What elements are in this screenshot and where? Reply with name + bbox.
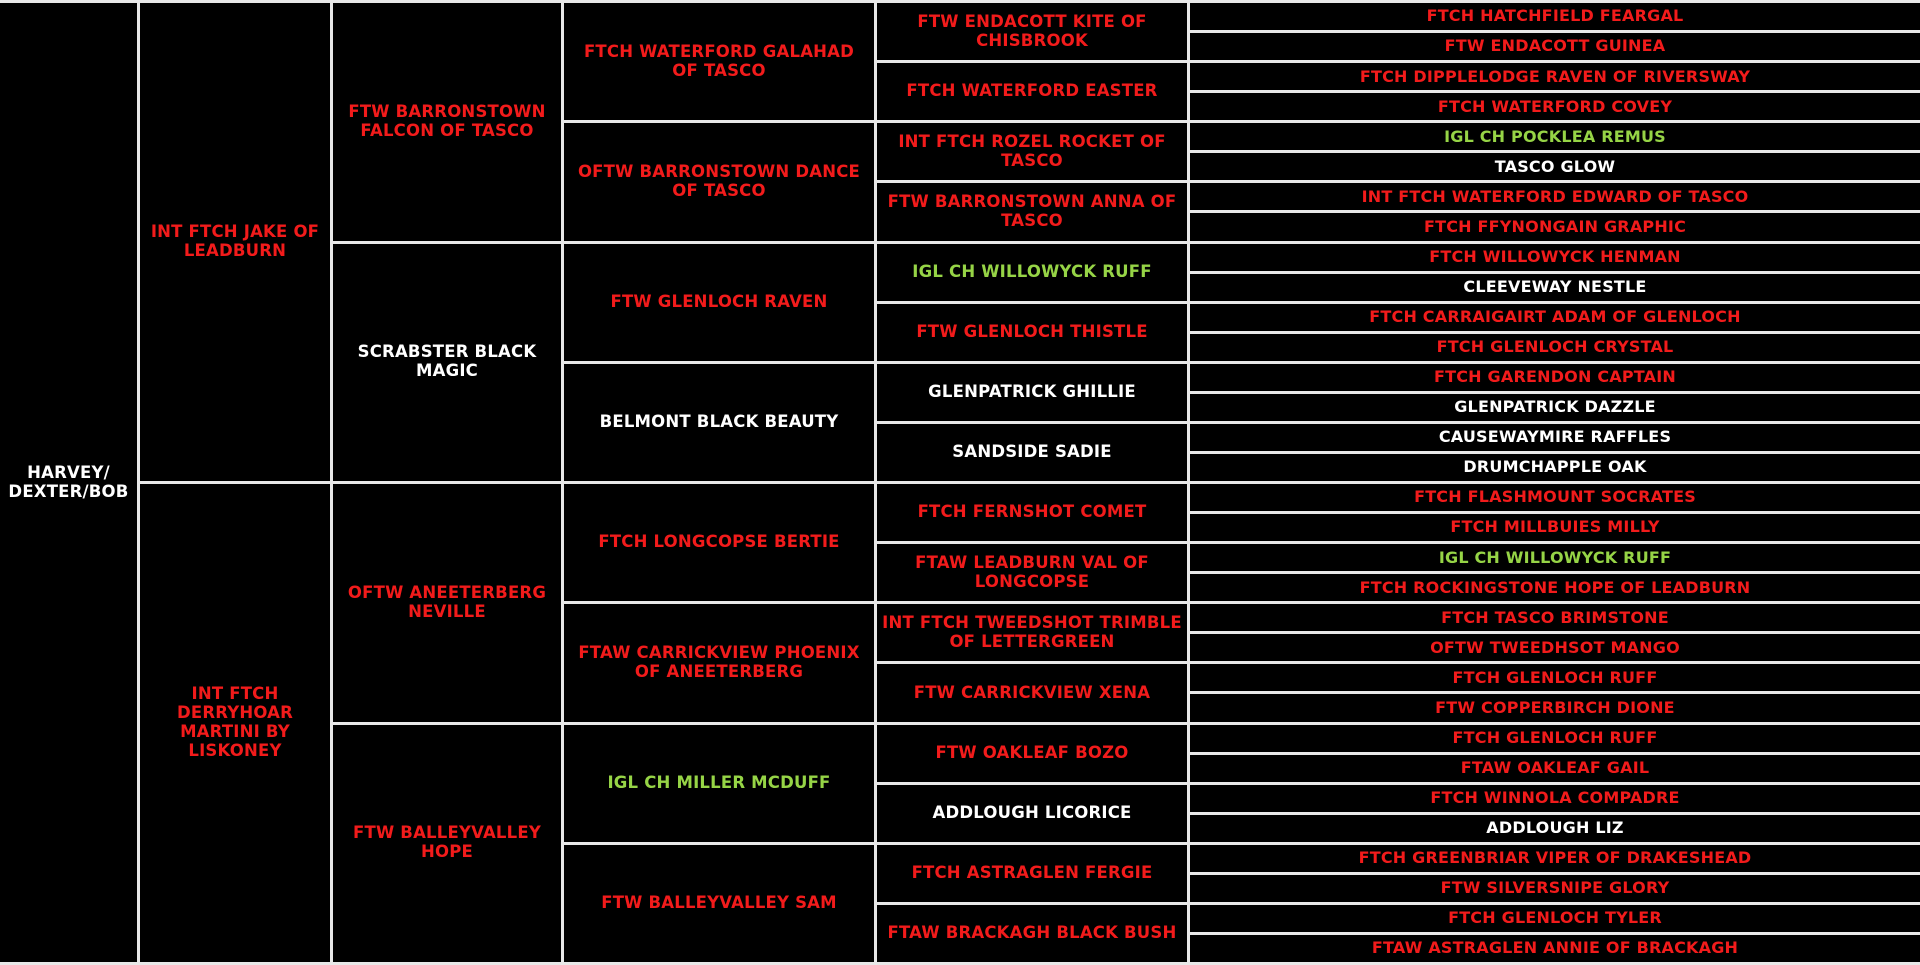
pedigree-cell[interactable]: IGL CH WILLOWYCK RUFF — [877, 244, 1187, 304]
pedigree-cell[interactable]: ADDLOUGH LICORICE — [877, 785, 1187, 845]
pedigree-cell[interactable]: SANDSIDE SADIE — [877, 424, 1187, 484]
pedigree-cell[interactable]: FTCH CARRAIGAIRT ADAM OF GLENLOCH — [1190, 304, 1920, 334]
pedigree-cell[interactable]: FTCH TASCO BRIMSTONE — [1190, 604, 1920, 634]
pedigree-cell[interactable]: IGL CH POCKLEA REMUS — [1190, 123, 1920, 153]
pedigree-cell[interactable]: ADDLOUGH LIZ — [1190, 815, 1920, 845]
pedigree-cell[interactable]: CLEEVEWAY NESTLE — [1190, 274, 1920, 304]
pedigree-cell[interactable]: FTCH WINNOLA COMPADRE — [1190, 785, 1920, 815]
pedigree-cell[interactable]: FTCH GLENLOCH TYLER — [1190, 905, 1920, 935]
generation-column-5 — [877, 0, 1190, 965]
pedigree-cell[interactable]: OFTW ANEETERBERG NEVILLE — [333, 484, 561, 725]
pedigree-cell[interactable]: BELMONT BLACK BEAUTY — [564, 364, 874, 484]
pedigree-cell[interactable]: FTW SILVERSNIPE GLORY — [1190, 875, 1920, 905]
pedigree-cell[interactable]: FTW BARRONSTOWN ANNA OF TASCO — [877, 183, 1187, 243]
pedigree-cell[interactable]: FTCH GLENLOCH RUFF — [1190, 664, 1920, 694]
pedigree-cell[interactable]: FTAW CARRICKVIEW PHOENIX OF ANEETERBERG — [564, 604, 874, 724]
pedigree-cell[interactable]: TASCO GLOW — [1190, 153, 1920, 183]
pedigree-cell[interactable]: FTCH DIPPLELODGE RAVEN OF RIVERSWAY — [1190, 63, 1920, 93]
pedigree-cell[interactable]: OFTW TWEEDHSOT MANGO — [1190, 634, 1920, 664]
pedigree-cell[interactable]: INT FTCH ROZEL ROCKET OF TASCO — [877, 123, 1187, 183]
pedigree-cell[interactable]: FTCH GLENLOCH RUFF — [1190, 725, 1920, 755]
pedigree-cell[interactable]: FTCH WATERFORD EASTER — [877, 63, 1187, 123]
pedigree-cell[interactable]: FTW GLENLOCH THISTLE — [877, 304, 1187, 364]
pedigree-cell[interactable]: GLENPATRICK GHILLIE — [877, 364, 1187, 424]
pedigree-cell[interactable]: SCRABSTER BLACK MAGIC — [333, 244, 561, 485]
pedigree-cell[interactable]: OFTW BARRONSTOWN DANCE OF TASCO — [564, 123, 874, 243]
pedigree-cell[interactable]: FTCH WILLOWYCK HENMAN — [1190, 244, 1920, 274]
pedigree-cell[interactable]: INT FTCH JAKE OF LEADBURN — [140, 0, 330, 484]
pedigree-cell[interactable]: FTCH WATERFORD GALAHAD OF TASCO — [564, 0, 874, 123]
pedigree-cell[interactable]: FTW ENDACOTT KITE OF CHISBROOK — [877, 0, 1187, 63]
pedigree-cell[interactable]: FTCH LONGCOPSE BERTIE — [564, 484, 874, 604]
pedigree-cell[interactable]: IGL CH MILLER MCDUFF — [564, 725, 874, 845]
pedigree-cell[interactable]: FTCH GARENDON CAPTAIN — [1190, 364, 1920, 394]
generation-column-1 — [0, 0, 140, 965]
pedigree-cell[interactable]: INT FTCH TWEEDSHOT TRIMBLE OF LETTERGREEN — [877, 604, 1187, 664]
generation-column-4 — [564, 0, 877, 965]
pedigree-cell[interactable]: FTCH GREENBRIAR VIPER OF DRAKESHEAD — [1190, 845, 1920, 875]
pedigree-cell[interactable]: FTCH GLENLOCH CRYSTAL — [1190, 334, 1920, 364]
pedigree-cell[interactable]: FTW BALLEYVALLEY HOPE — [333, 725, 561, 965]
pedigree-cell[interactable]: FTCH HATCHFIELD FEARGAL — [1190, 0, 1920, 33]
pedigree-cell[interactable]: FTAW OAKLEAF GAIL — [1190, 755, 1920, 785]
pedigree-cell[interactable]: FTW GLENLOCH RAVEN — [564, 244, 874, 364]
pedigree-cell[interactable]: FTW BARRONSTOWN FALCON OF TASCO — [333, 0, 561, 244]
pedigree-cell[interactable]: CAUSEWAYMIRE RAFFLES — [1190, 424, 1920, 454]
generation-column-3 — [333, 0, 564, 965]
pedigree-cell[interactable]: FTCH FLASHMOUNT SOCRATES — [1190, 484, 1920, 514]
pedigree-cell[interactable]: INT FTCH DERRYHOAR MARTINI BY LISKONEY — [140, 484, 330, 965]
pedigree-cell[interactable]: FTCH MILLBUIES MILLY — [1190, 514, 1920, 544]
pedigree-cell[interactable]: FTCH ASTRAGLEN FERGIE — [877, 845, 1187, 905]
pedigree-cell[interactable]: FTCH FFYNONGAIN GRAPHIC — [1190, 213, 1920, 243]
pedigree-cell[interactable]: FTAW LEADBURN VAL OF LONGCOPSE — [877, 544, 1187, 604]
pedigree-cell[interactable]: DRUMCHAPPLE OAK — [1190, 454, 1920, 484]
generation-column-2 — [140, 0, 333, 965]
pedigree-cell[interactable]: FTW BALLEYVALLEY SAM — [564, 845, 874, 965]
pedigree-cell[interactable]: IGL CH WILLOWYCK RUFF — [1190, 544, 1920, 574]
pedigree-cell[interactable]: FTW OAKLEAF BOZO — [877, 725, 1187, 785]
generation-column-6 — [1190, 0, 1920, 965]
pedigree-cell[interactable]: FTAW BRACKAGH BLACK BUSH — [877, 905, 1187, 965]
pedigree-cell[interactable]: GLENPATRICK DAZZLE — [1190, 394, 1920, 424]
pedigree-cell[interactable]: FTAW ASTRAGLEN ANNIE OF BRACKAGH — [1190, 935, 1920, 965]
pedigree-cell[interactable]: FTCH ROCKINGSTONE HOPE OF LEADBURN — [1190, 574, 1920, 604]
pedigree-cell[interactable]: FTW COPPERBIRCH DIONE — [1190, 694, 1920, 724]
pedigree-cell[interactable]: FTW ENDACOTT GUINEA — [1190, 33, 1920, 63]
pedigree-cell[interactable]: FTCH WATERFORD COVEY — [1190, 93, 1920, 123]
pedigree-cell[interactable]: FTCH FERNSHOT COMET — [877, 484, 1187, 544]
pedigree-cell[interactable]: HARVEY/ DEXTER/BOB — [0, 0, 137, 965]
pedigree-cell[interactable]: FTW CARRICKVIEW XENA — [877, 664, 1187, 724]
pedigree-cell[interactable]: INT FTCH WATERFORD EDWARD OF TASCO — [1190, 183, 1920, 213]
